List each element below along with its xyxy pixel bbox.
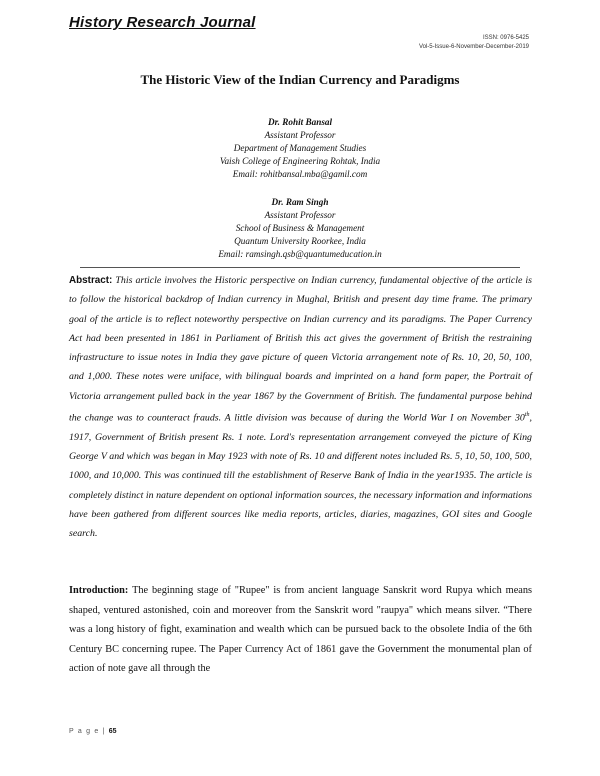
author-department: School of Business & Management: [235, 223, 365, 233]
volume-issue: Vol-5-Issue-6-November-December-2019: [418, 44, 529, 50]
author-block-2: [0, 196, 600, 261]
author-position: Assistant Professor: [264, 130, 336, 140]
author-department: Department of Management Studies: [233, 143, 367, 153]
author-name: Dr. Ram Singh: [271, 197, 329, 207]
introduction: [69, 581, 532, 679]
issn-block: [419, 34, 529, 52]
page-number: 65: [108, 728, 117, 735]
author-block-1: [0, 116, 600, 181]
abstract-text: This article involves the Historic perspective on Indian currency, fundamental objective of the article is to follow the historical backdrop of Indian currency in Mughal, British and present day time frame. The primary goal of the article is to reflect noteworthy perspective on Indian currency and its paradigms. The Paper Currency Act had been presented in 1861 in Parliament of British this act gives the government of British the restraining infrastructure to issue notes in India they gave picture of queen Victoria arrangement note of Rs. 10, 20, 50, 100, and 1,000. These notes were uniface, with bilingual boards and imprinted on a hand form paper, the Portrait of Victoria arrangement pulled back in the year 1867 by the Government of British. The fundamental purpose behind the change was to counteract frauds. A little division was because of during the World War I on November 30: [69, 275, 532, 424]
author-name: Dr. Rohit Bansal: [267, 117, 333, 127]
abstract-text-continued: , 1917, Government of British present Rs. 1 note. Lord's representation arrangement conveyed the picture of King George V and which was began in May 1923 with note of Rs. 10 and different notes included Rs. 5, 10, 50, 100, 500, 1000, and 10,000. This was continued till the establishment of Reserve Bank of India in the year1935. The article is completely distinct in nature dependent on optional information sources, the necessary information and informations have been gathered from different sources like media reports, articles, diaries, magazines, GOI sites and Google search.: [69, 412, 532, 540]
introduction-text: The beginning stage of "Rupee" is from ancient language Sanskrit word Rupya which means shaped, ventured astonished, coin and moreover from the Sanskrit word "raupya" which means silver. “There was a long history of fight, examination and wealth which can be pursued back to the obsolete India of the 6th Century BC concerning rupee. The Paper Currency Act of 1861 gave the Government the monumental plan of action of note gave all through the: [69, 585, 532, 675]
author-position: Assistant Professor: [264, 210, 336, 220]
author-email: Email: rohitbansal.mba@gamil.com: [232, 169, 368, 179]
page-label: P a g e |: [69, 728, 106, 735]
section-divider: [80, 267, 520, 268]
abstract: [69, 271, 532, 543]
paper-title: The Historic View of the Indian Currency and Paradigms: [140, 72, 460, 87]
journal-title: History Research Journal: [69, 14, 256, 31]
introduction-label: Introduction:: [69, 585, 129, 596]
author-email: Email: ramsingh.qsb@quantumeducation.in: [218, 249, 382, 259]
page-footer: [69, 728, 117, 735]
abstract-superscript: th: [524, 412, 530, 419]
author-institution: Quantum University Roorkee, India: [234, 236, 366, 246]
author-institution: Vaish College of Engineering Rohtak, India: [219, 156, 381, 166]
abstract-label: Abstract:: [69, 275, 113, 286]
issn: ISSN: 0976-5425: [482, 35, 529, 41]
